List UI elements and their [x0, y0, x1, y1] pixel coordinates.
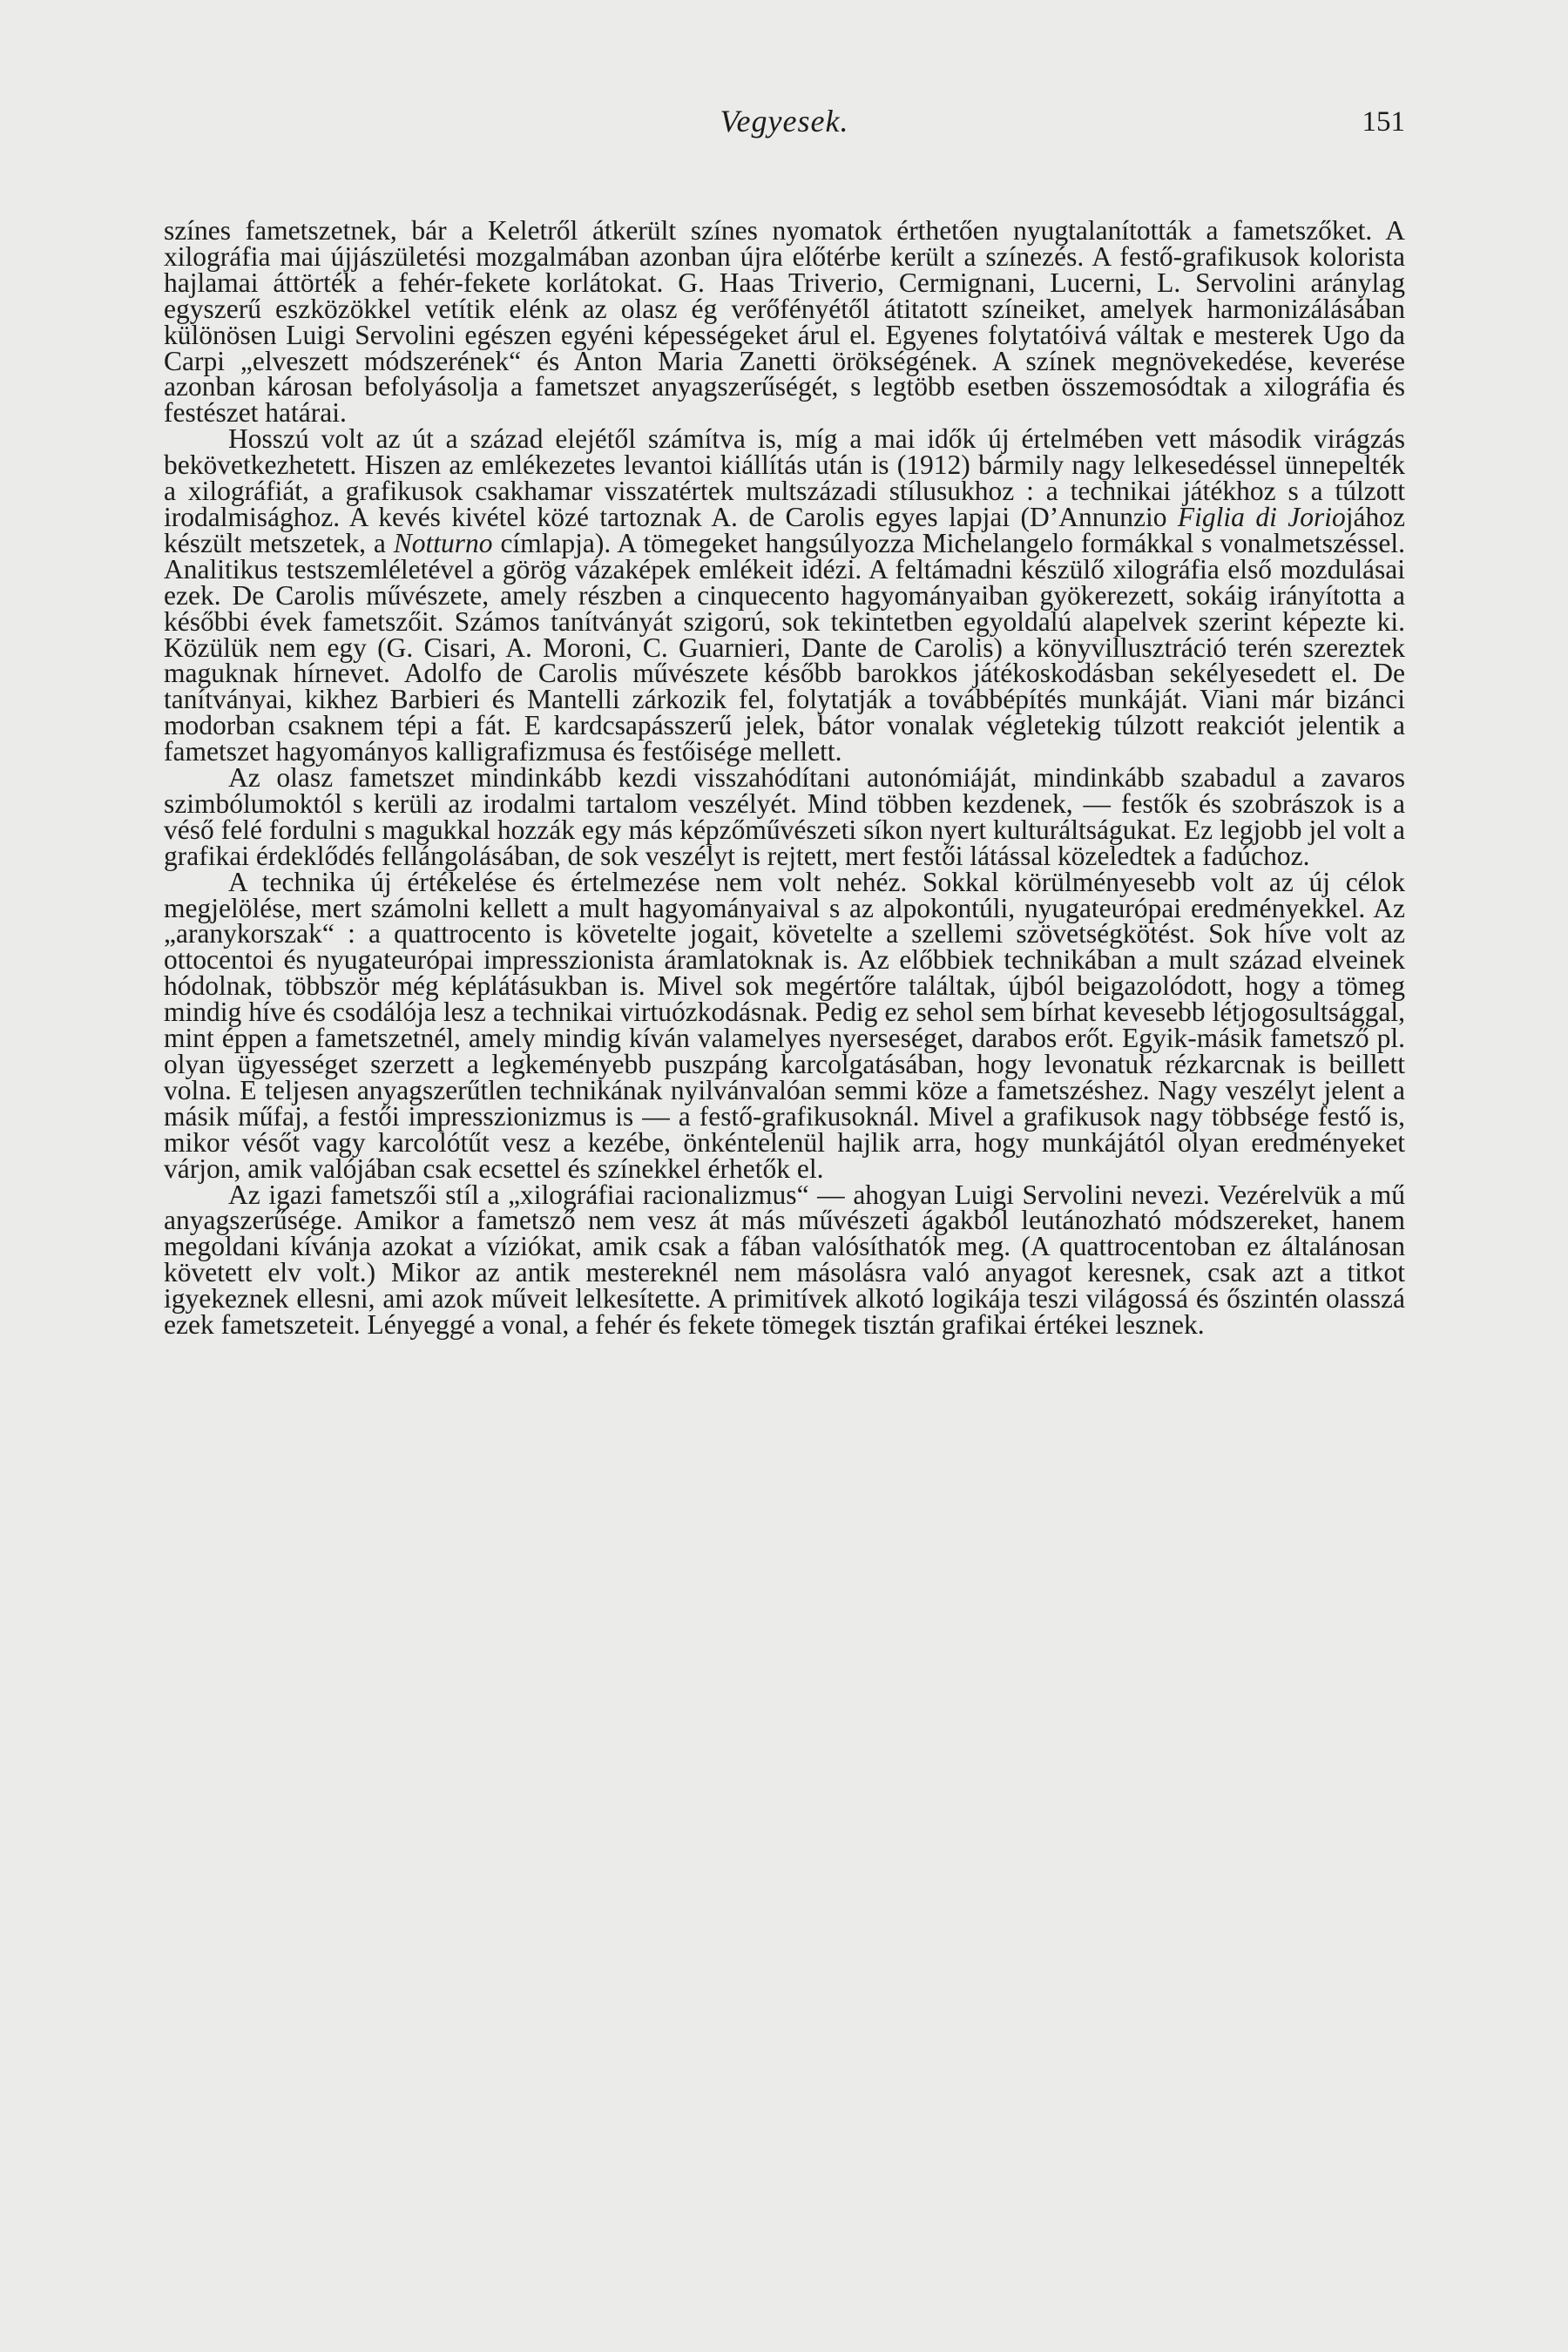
paragraph-5 — [164, 1179, 1405, 1341]
italic-title-run: Figlia di Jorio — [1177, 501, 1346, 532]
text-run: színes fametszetnek, bár a Keletről átkerült színes nyomatok érthetően nyugtalanították a fametszőket. A xilográfia mai újjászületési mozgalmában azonban újra előtérbe került a színezés. A festő-grafikusok kolorista hajlamai áttörték a fehér-fekete korlátokat. G. Haas Triverio, Cermignani, Lucerni, L. Servolini aránylag egyszerű eszközökkel vetítik elénk az olasz ég verőfényétől átitatott színeiket, amelyek harmonizálásában különösen Luigi Servolini egészen egyéni képességeket árul el. Egyenes folytatóivá váltak e mesterek Ugo da Carpi „elveszett módszerének“ és Anton Maria Zanetti örökségének. A színek megnövekedése, keverése azonban károsan befolyásolja a fametszet anyagszerűségét, s legtöbb esetben összemosódtak a xilográfia és festészet határai. — [164, 215, 1405, 429]
body-text — [164, 215, 1405, 1341]
text-run: Hosszú volt az út a század elejétől számítva is, míg a mai idők új értelmében vett második virágzás bekövetkezhetett. Hiszen az emlékezetes levantoi kiállítás után is (1912) bármily nagy lelkesedéssel ünnepelték a xilográfiát, a grafikusok csakhamar visszatértek multszázadi stílusukhoz : a technikai játékhoz s a túlzott irodalmisághoz. A kevés kivétel közé tartoznak A. de Carolis egyes lapjai (D’Annunzio — [164, 423, 1405, 532]
paragraph-2 — [164, 423, 1405, 767]
running-title: Vegyesek. — [720, 104, 849, 139]
paragraph-3 — [164, 762, 1405, 871]
paragraph-1 — [164, 215, 1405, 429]
text-run: A technika új értékelése és értelmezése nem volt nehéz. Sokkal körülményesebb volt az új célok megjelölése, mert számolni kellett a mult hagyományaival s az alpokontúli, nyugateurópai eredményekkel. Az „aranykorszak“ : a quattrocento is követelte jogait, követelte a szellemi szövetségkötést. Sok híve volt az ottocentoi és nyugateurópai impresszionista áramlatoknak is. Az előbbiek technikában a mult század elveinek hódolnak, többször még képlátásukban is. Mivel sok megértőre találtak, újból beigazolódott, hogy a tömeg mindig híve és csodálója lesz a technikai virtuózkodásnak. Pedig ez sehol sem bírhat kevesebb létjogosultsággal, mint éppen a fametszetnél, amely mindig kíván valamelyes nyerseséget, darabos erőt. Egyik-másik fametsző pl. olyan ügyességet szerzett a legkeményebb puszpáng karcolgatásában, hogy levonatuk rézkarcnak is beillett volna. E teljesen anyagszerűtlen technikának nyilvánvalóan semmi köze a fametszéshez. Nagy veszélyt jelent a másik műfaj, a festői impresszionizmus is — a festő-grafikusoknál. Mivel a grafikusok nagy többsége festő is, mikor vésőt vagy karcolótűt vesz a kezébe, önkéntelenül hajlik arra, hogy munkájától olyan eredményeket várjon, amik valójában csak ecsettel és színekkel érhetők el. — [164, 866, 1405, 1184]
text-run: Az igazi fametszői stíl a „xilográfiai racionalizmus“ — ahogyan Luigi Servolini nevezi. Vezérelvük a mű anyagszerűsége. Amikor a fametsző nem vesz át más művészeti ágakból leutánozható módszereket, hanem megoldani kívánja azokat a víziókat, amik csak a fában valósíthatók meg. (A quattrocentoban ez általánosan követett elv volt.) Mikor az antik mestereknél nem másolásra való anyagot keresnek, csak azt a titkot igyekeznek ellesni, ami azok műveit lelkesítette. A primitívek alkotó logikája teszi világossá és őszintén olasszá ezek fametszeteit. Lényeggé a vonal, a fehér és fekete tömegek tisztán grafikai értékei lesznek. — [164, 1179, 1405, 1341]
text-run: Az olasz fametszet mindinkább kezdi visszahódítani autonómiáját, mindinkább szabadul a zavaros szimbólumoktól s kerüli az irodalmi tartalom veszélyét. Mind többen kezdenek, — festők és szobrászok is a véső felé fordulni s magukkal hozzák egy más képzőművészeti síkon nyert kulturáltságukat. Ez legjobb jel volt a grafikai érdeklődés fellángolásában, de sok veszélyt is rejtett, mert festői látással közeledtek a fadúchoz. — [164, 762, 1405, 871]
text-run: jához készült metszetek, a — [164, 501, 1405, 558]
italic-title-run: Notturno — [393, 527, 493, 558]
page-header — [164, 103, 1405, 145]
page-number: 151 — [1362, 106, 1405, 138]
text-run: címlapja). A tömegeket hangsúlyozza Michelangelo formákkal s vonalmetszéssel. Analitikus testszemléletével a görög vázaképek emlékeit idézi. A feltámadni készülő xilográfia első mozdulásai ezek. De Carolis művészete, amely részben a cinquecento hagyományaiban gyökerezett, sokáig irányította a későbbi évek fametszőit. Számos tanítványát szigorú, sok tekintetben egyoldalú alapelvek szerint képezte ki. Közülük nem egy (G. Cisari, A. Moroni, C. Guarnieri, Dante de Carolis) a könyvillusztráció terén szereztek maguknak hírnevet. Adolfo de Carolis művészete később barokkos játékoskodásban sekélyesedett el. De tanítványai, kikhez Barbieri és Mantelli zárkozik fel, folytatják a továbbépítés munkáját. Viani már bizánci modorban csaknem tépi a fát. E kardcsapásszerű jelek, bátor vonalak végletekig túlzott reakciót jelentik a fametszet hagyományos kalligrafizmusa és festőisége mellett. — [164, 527, 1405, 767]
paragraph-4 — [164, 866, 1405, 1184]
